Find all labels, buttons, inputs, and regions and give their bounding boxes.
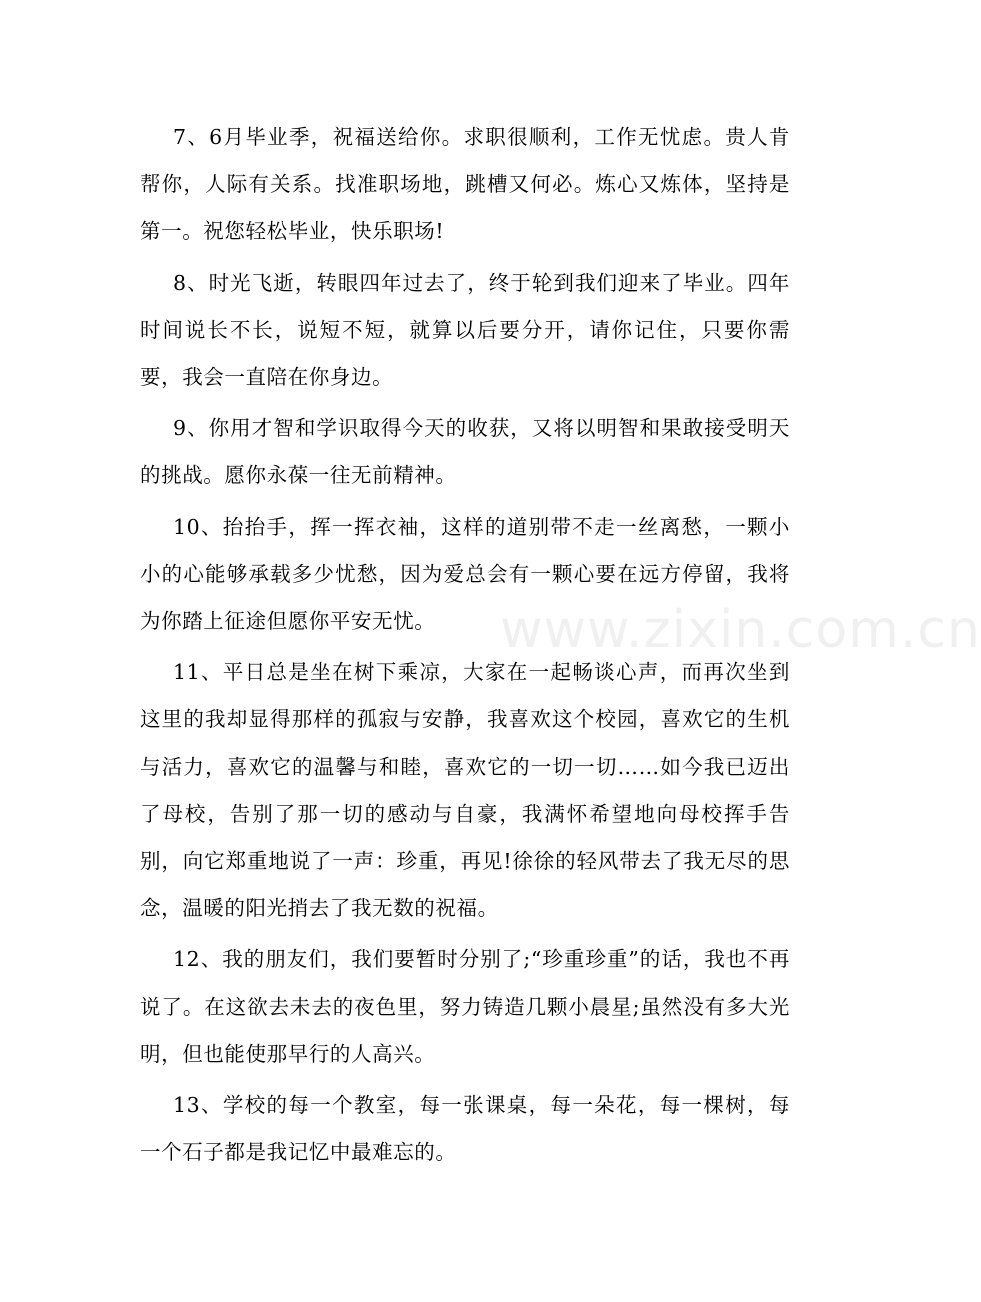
document-body <box>140 114 790 1180</box>
watermark: www.zixin.com.cn <box>500 600 981 660</box>
paragraph-10: 10、抬抬手，挥一挥衣袖，这样的道别带不走一丝离愁，一颗小小的心能够承载多少忧愁，因为爱总会有一颗心要在远方停留，我将为你踏上征途但愿你平安无忧。 <box>140 514 790 634</box>
paragraph-12: 12、我的朋友们，我们要暂时分别了;“珍重珍重”的话，我也不再说了。在这欲去未去的夜色里，努力铸造几颗小晨星;虽然没有多大光明，但也能使那早行的人高兴。 <box>140 947 790 1066</box>
paragraph-11: 11、平日总是坐在树下乘凉，大家在一起畅谈心声，而再次坐到这里的我却显得那样的孤寂与安静，我喜欢这个校园，喜欢它的生机与活力，喜欢它的温馨与和睦，喜欢它的一切一切……如今我已迈出了母校，告别了那一切的感动与自豪，我满怀希望地向母校挥手告别，向它郑重地说了一声：珍重，再见!徐徐的轻风带去了我无尽的思念，温暖的阳光捎去了我无数的祝福。 <box>140 660 790 921</box>
paragraph-8: 8、时光飞逝，转眼四年过去了，终于轮到我们迎来了毕业。四年时间说长不长，说短不短，就算以后要分开，请你记住，只要你需要，我会一直陪在你身边。 <box>140 270 790 390</box>
paragraph-9: 9、你用才智和学识取得今天的收获，又将以明智和果敢接受明天的挑战。愿你永葆一往无前精神。 <box>140 416 790 488</box>
paragraph-13: 13、学校的每一个教室，每一张课桌，每一朵花，每一棵树，每一个石子都是我记忆中最难忘的。 <box>140 1093 790 1165</box>
paragraph-7: 7、6月毕业季，祝福送给你。求职很顺利，工作无忧虑。贵人肯帮你，人际有关系。找准职场地，跳槽又何必。炼心又炼体，坚持是第一。祝您轻松毕业，快乐职场! <box>140 125 790 244</box>
